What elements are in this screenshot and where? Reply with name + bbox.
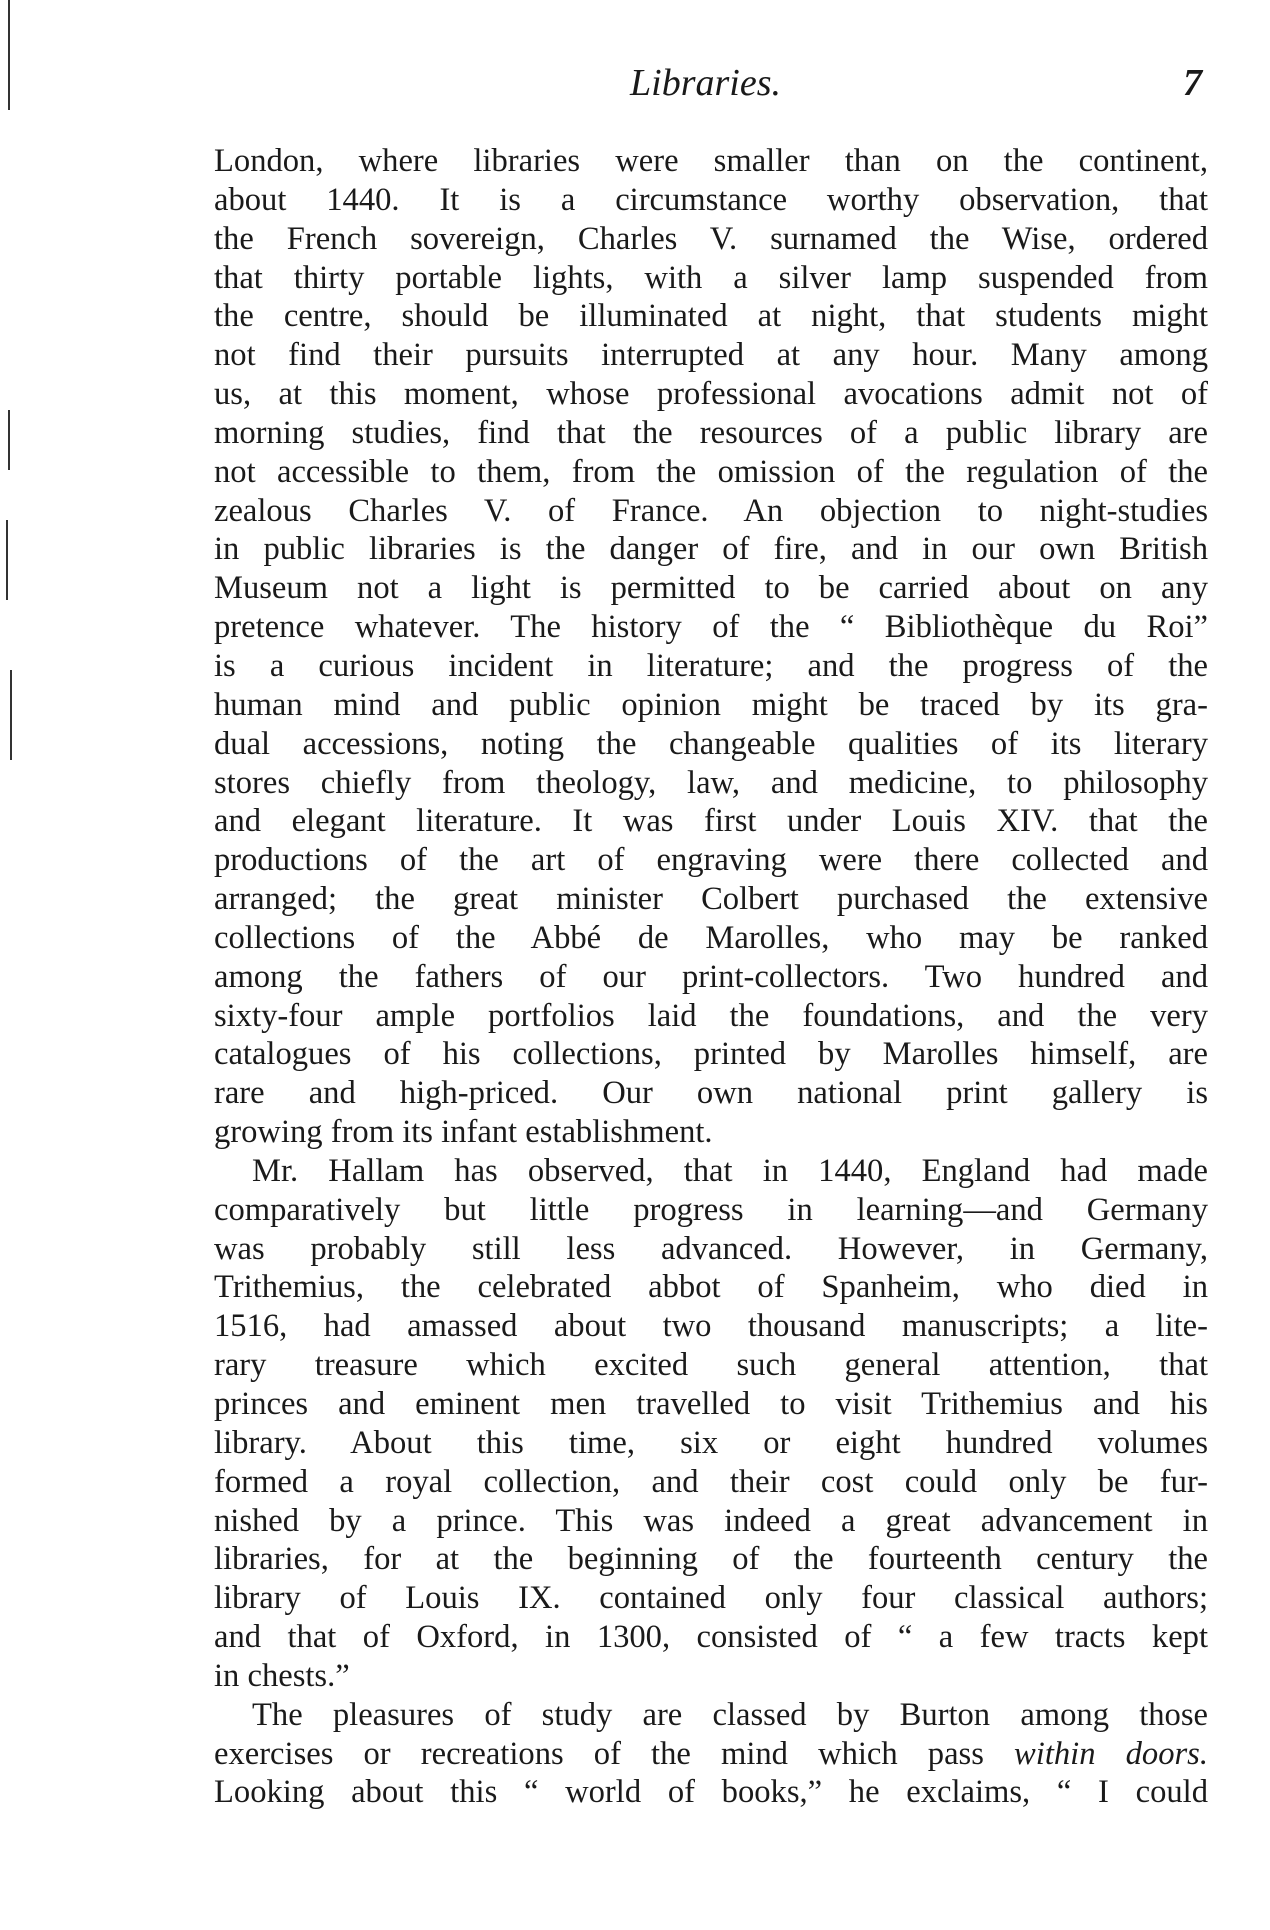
- emphasis-text: within doors.: [1014, 1735, 1208, 1772]
- text-line: was probably still less advanced. However, in Germany,: [214, 1230, 1208, 1267]
- text-line: library of Louis IX. contained only four classical authors;: [214, 1580, 1208, 1617]
- text-line: Trithemius, the celebrated abbot of Spanheim, who died in: [214, 1269, 1208, 1306]
- text-line: about 1440. It is a circumstance worthy observation, that: [214, 181, 1208, 218]
- text-line: London, where libraries were smaller than on the continent,: [214, 143, 1208, 179]
- text-line: comparatively but little progress in learning—and Germany: [214, 1191, 1208, 1228]
- text-line: libraries, for at the beginning of the fourteenth century the: [214, 1541, 1208, 1578]
- text-line: human mind and public opinion might be traced by its gra-: [214, 686, 1208, 723]
- text-line: Looking about this “ world of books,” he exclaims, “ I could: [214, 1774, 1208, 1811]
- text-line: that thirty portable lights, with a silver lamp suspended from: [214, 259, 1208, 296]
- text-line: us, at this moment, whose professional avocations admit not of: [214, 376, 1208, 413]
- text-line: zealous Charles V. of France. An objection to night-studies: [214, 492, 1208, 529]
- text-line: not accessible to them, from the omission of the regulation of the: [214, 453, 1208, 490]
- text-line: the centre, should be illuminated at night, that students might: [214, 298, 1208, 335]
- text-line: productions of the art of engraving were there collected and: [214, 842, 1208, 879]
- text-line: is a curious incident in literature; and the progress of the: [214, 647, 1208, 684]
- text-line: and elegant literature. It was first under Louis XIV. that the: [214, 803, 1208, 840]
- text-line: dual accessions, noting the changeable qualities of its literary: [214, 725, 1208, 762]
- text-line: in public libraries is the danger of fire, and in our own British: [214, 531, 1208, 568]
- paragraph-end-line: growing from its infant establishment.: [214, 1114, 713, 1151]
- text-line: sixty-four ample portfolios laid the foundations, and the very: [214, 997, 1208, 1034]
- text-line: the French sovereign, Charles V. surnamed the Wise, ordered: [214, 220, 1208, 257]
- running-header: [210, 58, 1210, 108]
- text-line: rary treasure which excited such general attention, that: [214, 1347, 1208, 1384]
- text-line: morning studies, find that the resources of a public library are: [214, 414, 1208, 451]
- paragraph-end-line: in chests.”: [214, 1657, 350, 1694]
- text-line: exercises or recreations of the mind which pass within doors.: [214, 1735, 1208, 1772]
- running-title: Libraries.: [630, 62, 781, 104]
- text-line: not find their pursuits interrupted at any hour. Many among: [214, 337, 1208, 374]
- text-line: rare and high-priced. Our own national print gallery is: [214, 1075, 1208, 1112]
- text-line: princes and eminent men travelled to visit Trithemius and his: [214, 1386, 1208, 1422]
- text-line: catalogues of his collections, printed by Marolles himself, are: [214, 1036, 1208, 1073]
- text-line: nished by a prince. This was indeed a great advancement in: [214, 1502, 1208, 1539]
- binding-edge-mark: [8, 410, 10, 470]
- text-line: collections of the Abbé de Marolles, who may be ranked: [214, 919, 1208, 956]
- text-line: formed a royal collection, and their cost could only be fur-: [214, 1463, 1208, 1500]
- paragraph-start-line: Mr. Hallam has observed, that in 1440, England had made: [252, 1152, 1208, 1189]
- text-line: stores chiefly from theology, law, and medicine, to philosophy: [214, 764, 1208, 801]
- text-line: library. About this time, six or eight hundred volumes: [214, 1424, 1208, 1461]
- text-line: Museum not a light is permitted to be carried about on any: [214, 570, 1208, 607]
- binding-edge-mark: [6, 520, 8, 600]
- binding-edge-mark: [8, 0, 10, 110]
- text-line: among the fathers of our print-collectors. Two hundred and: [214, 958, 1208, 995]
- text-line: pretence whatever. The history of the “ Bibliothèque du Roi”: [214, 609, 1208, 646]
- paragraph-start-line: The pleasures of study are classed by Burton among those: [252, 1696, 1208, 1733]
- body-text: [214, 142, 1208, 1812]
- text-line: 1516, had amassed about two thousand manuscripts; a lite-: [214, 1308, 1208, 1345]
- binding-edge-mark: [10, 670, 12, 760]
- page-number: 7: [1183, 62, 1202, 104]
- text-line: arranged; the great minister Colbert purchased the extensive: [214, 881, 1208, 918]
- text-line: and that of Oxford, in 1300, consisted of “ a few tracts kept: [214, 1619, 1208, 1656]
